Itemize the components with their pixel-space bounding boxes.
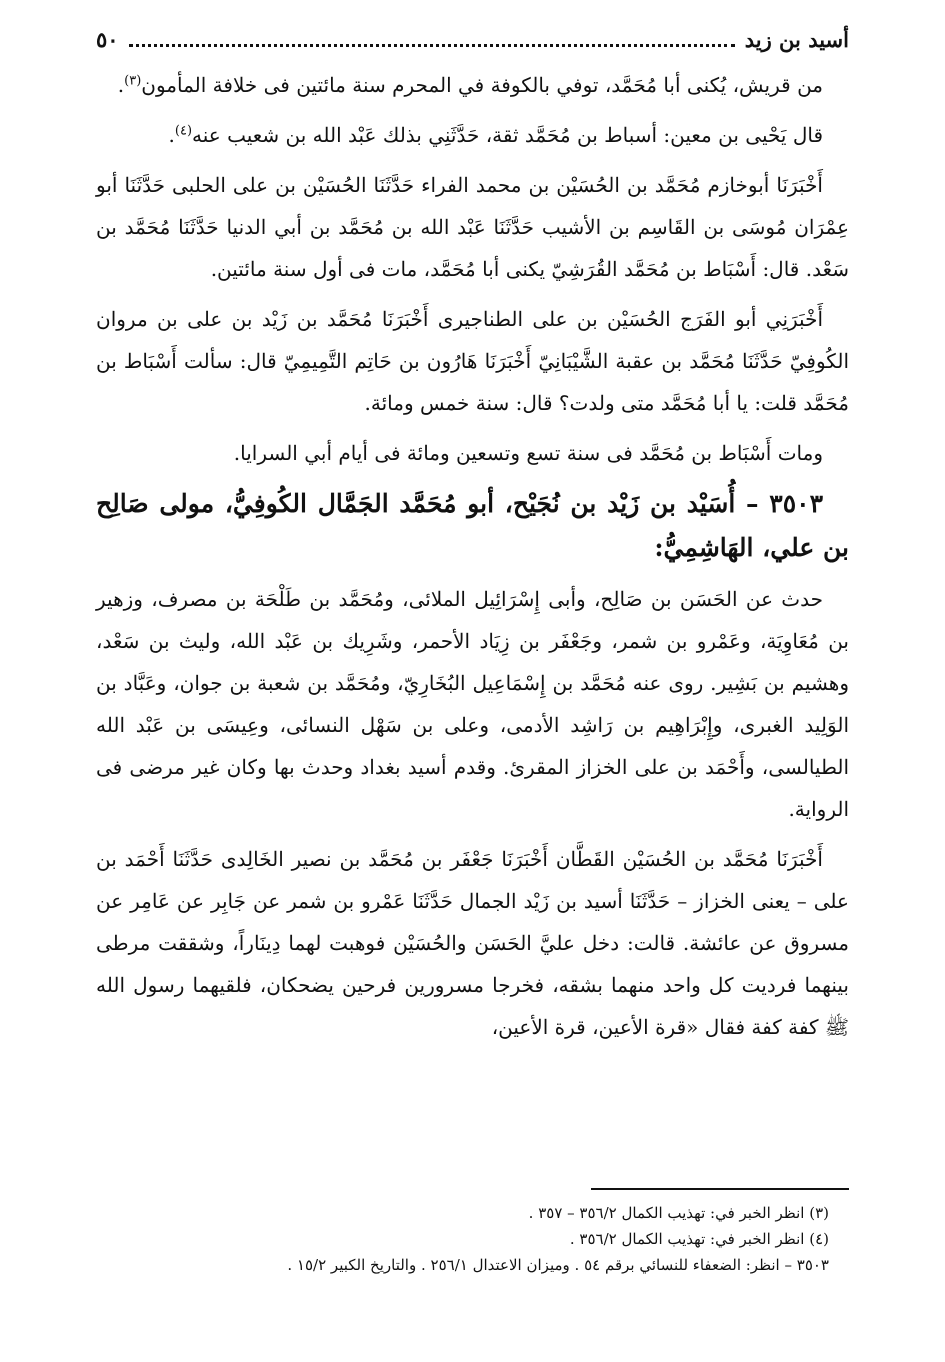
entry-heading-text: ٣٥٠٣ – أُسَيْد بن زَيْد بن نُجَيْح، أبو مُحَمَّد الجَمَّال الكُوفِيُّ، مولى صَالِح بن علي، الهَاشِمِيُّ: xyxy=(96,489,849,562)
paragraph-tail: . xyxy=(168,123,175,147)
footnote-4: (٤) انظر الخبر في: تهذيب الكمال ٣٥٦/٢ . xyxy=(569,1230,829,1248)
dotted-leader xyxy=(129,32,735,47)
paragraph-text: من قريش، يُكنى أبا مُحَمَّد، توفي بالكوفة في المحرم سنة مائتين فى خلافة المأمون xyxy=(141,73,823,97)
paragraph-2 xyxy=(96,114,849,156)
running-head-title: أسيد بن زيد xyxy=(744,26,849,52)
paragraph-7 xyxy=(96,838,849,1048)
paragraph-4 xyxy=(96,298,849,424)
entry-heading-3503 xyxy=(96,482,849,570)
footnote-ref-4[interactable]: (٤) xyxy=(174,123,193,139)
footnote-ref-3[interactable]: (٣) xyxy=(124,73,142,89)
paragraph-1 xyxy=(96,64,849,106)
footnote-3: (٣) انظر الخبر في: تهذيب الكمال ٣٥٦/٢ – ٣٥٧ . xyxy=(528,1204,829,1222)
paragraph-3 xyxy=(96,164,849,290)
running-head xyxy=(96,24,849,54)
paragraph-text: حدث عن الحَسَن بن صَالِح، وأبى إِسْرَائِيل الملائى، ومُحَمَّد بن طَلْحَة بن مصرف، وزهير بن مُعَاوِيَة، وعَمْرو بن شمر، وجَعْفَر بن زِيَاد الأحمر، وشَرِيك بن عَبْد الله، وليث بن سَعْد، وهشيم بن بَشِير. روى عنه مُحَمَّد بن إِسْمَاعِيل البُخَارِيّ، ومُحَمَّد بن شعبة بن جوان، وعَبَّاد بن الوَلِيد الغبرى، وإِبْرَاهِيم بن رَاشِد الأدمى، وعلى بن سَهْل النسائى، وعِيسَى بن عَبْد الله الطيالسى، وأَحْمَد بن على الخزاز المقرئ. وقدم أسيد بغداد وحدث بها وكان غير مرضى فى الرواية. xyxy=(96,587,849,821)
page-number: ٥٠ xyxy=(96,26,119,52)
paragraph-text: قال يَحْيى بن معين: أسباط بن مُحَمَّد ثقة، حَدَّثَنِي بذلك عَبْد الله بن شعيب عنه xyxy=(192,123,823,147)
paragraph-5 xyxy=(96,432,849,474)
paragraph-text: أَخْبَرَنِي أبو الفَرَج الحُسَيْن بن على الطناجيرى أَخْبَرَنَا مُحَمَّد بن زَيْد بن على بن مروان الكُوفِيّ حَدَّثَنَا مُحَمَّد بن عقبة الشَّيْبَانِيّ أَخْبَرَنَا هَارُون بن حَاتِم التَّمِيمِيّ قال: سألت أَسْبَاط بن مُحَمَّد قلت: يا أبا مُحَمَّد متى ولدت؟ قال: سنة خمس ومائة. xyxy=(96,307,849,415)
main-text xyxy=(96,64,849,1056)
paragraph-text: أَخْبَرَنَا مُحَمَّد بن الحُسَيْن القَطَّان أَخْبَرَنَا جَعْفَر بن مُحَمَّد بن نصير الخَالِدى حَدَّثَنَا أَحْمَد بن على – يعنى الخزاز – حَدَّثَنَا أسيد بن زَيْد الجمال حَدَّثَنَا عَمْرو بن شمر عن جَابِر عن عَامِر عن مسروق عن عائشة. قالت: دخل عليَّ الحَسَن والحُسَيْن فوهبت لهما دِينَاراً، وشققت مرطى بينهما فرديت كل واحد منهما بشقه، فخرجا مسرورين فرحين يضحكان، فلقيهما رسول الله ﷺ كفة كفة فقال «قرة الأعين، قرة الأعين، xyxy=(96,847,849,1039)
paragraph-tail: . xyxy=(117,73,125,97)
footnote-3503: ٣٥٠٣ – انظر: الضعفاء للنسائي برقم ٥٤ . وميزان الاعتدال ٢٥٦/١ . والتاريخ الكبير ١٥/٢ . xyxy=(287,1256,829,1274)
paragraph-text: ومات أَسْبَاط بن مُحَمَّد فى سنة تسع وتسعين ومائة فى أيام أبي السرايا. xyxy=(233,441,823,465)
paragraph-text: أَخْبَرَنَا أبوخازم مُحَمَّد بن الحُسَيْن بن محمد الفراء حَدَّثَنَا الحُسَيْن بن على الحلبى حَدَّثَنَا أبو عِمْرَان مُوسَى بن القَاسِم بن الأشيب حَدَّثَنَا عَبْد الله بن مُحَمَّد بن أبي الدنيا حَدَّثَنَا مُحَمَّد بن سَعْد. قال: أَسْبَاط بن مُحَمَّد القُرَشِيّ يكنى أبا مُحَمَّد، مات فى أول سنة مائتين. xyxy=(96,173,849,281)
footnote-rule xyxy=(591,1188,849,1190)
paragraph-6 xyxy=(96,578,849,830)
footnotes xyxy=(96,1188,849,1278)
